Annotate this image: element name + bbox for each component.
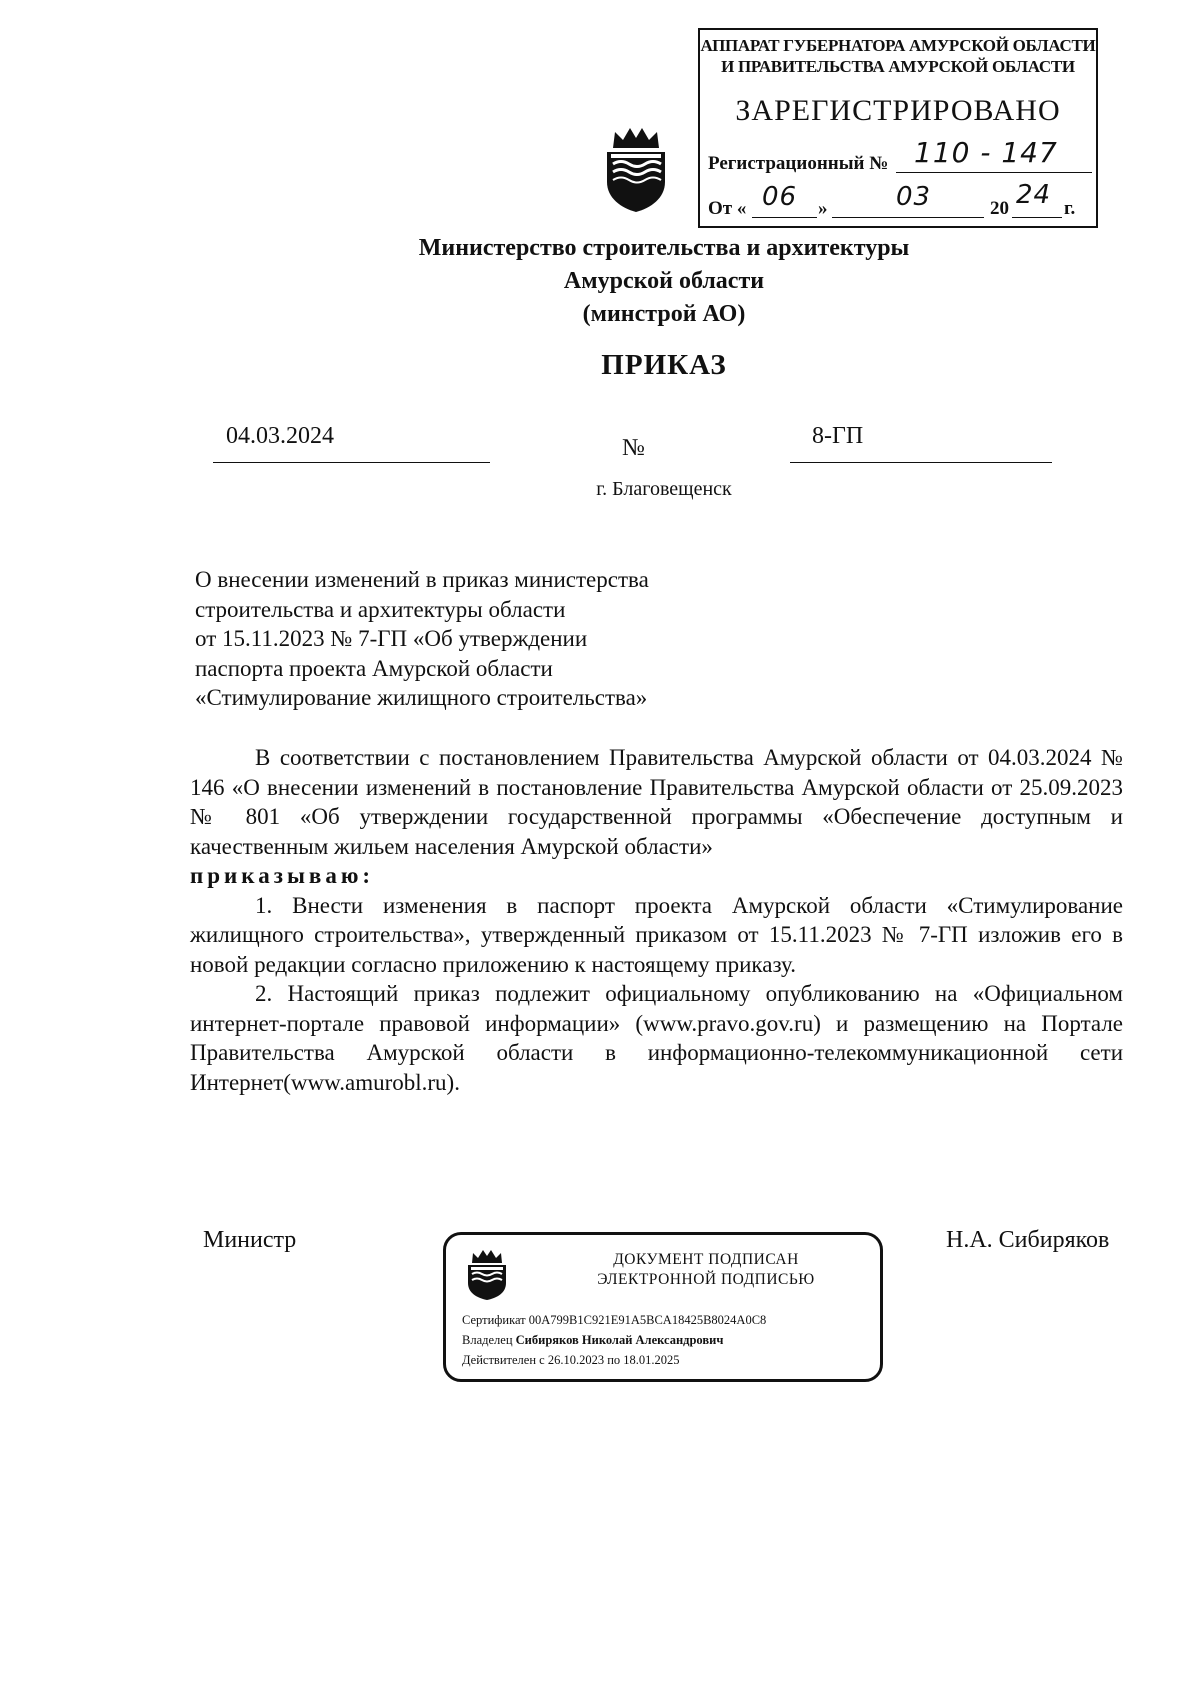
date-underline <box>213 462 490 463</box>
signer-title: Министр <box>203 1227 297 1253</box>
stamp-org-line2: И ПРАВИТЕЛЬСТВА АМУРСКОЙ ОБЛАСТИ <box>721 57 1075 76</box>
esig-cert-value: 00A799B1C921E91A5BCA18425B8024A0C8 <box>528 1313 767 1327</box>
subject-line: паспорта проекта Амурской области <box>195 655 553 681</box>
number-underline <box>790 462 1052 463</box>
stamp-day-close: » <box>818 198 828 219</box>
stamp-reg-label: Регистрационный № <box>708 153 889 174</box>
order-item-2: 2. Настоящий приказ подлежит официальному опубликованию на «Официальном интернет-портале правовой информации» (www.pravo.gov.ru) и размещению на Портале Правительства Амурской области в информационно-телекоммуникационной сети Интернет(www.amurobl.ru). <box>190 981 1123 1095</box>
esig-owner-label: Владелец <box>462 1333 513 1347</box>
document-date: 04.03.2024 <box>226 423 334 449</box>
stamp-year-prefix: 20 <box>990 198 1009 219</box>
esig-cert-label: Сертификат <box>462 1313 526 1327</box>
stamp-from-label: От « <box>708 198 747 219</box>
signer-name: Н.А. Сибиряков <box>946 1227 1110 1253</box>
document-number: 8-ГП <box>812 423 864 449</box>
stamp-day: 06 <box>762 182 798 212</box>
ministry-line1: Министерство строительства и архитектуры <box>418 235 910 261</box>
electronic-signature-stamp <box>443 1232 883 1382</box>
ministry-header <box>144 232 1184 331</box>
esig-certificate <box>462 1313 766 1328</box>
order-item-1: 1. Внести изменения в паспорт проекта Амурской области «Стимулирование жилищного строительства», утвержденный приказом от 15.11.2023 № 7-ГП изложив его в новой редакции согласно приложению к настоящему приказу. <box>190 892 1123 977</box>
esig-validity <box>462 1353 680 1368</box>
stamp-title: ЗАРЕГИСТРИРОВАНО <box>735 94 1061 127</box>
esig-header <box>556 1250 856 1290</box>
esig-valid-to: 18.01.2025 <box>623 1353 680 1367</box>
esig-valid-to-label: по <box>607 1353 621 1367</box>
stamp-reg-number: 110 - 147 <box>914 136 1058 169</box>
subject-line: от 15.11.2023 № 7-ГП «Об утверждении <box>195 626 588 651</box>
stamp-reg-underline <box>896 172 1092 173</box>
esig-header-line2: ЭЛЕКТРОННОЙ ПОДПИСЬЮ <box>597 1271 815 1288</box>
stamp-month-underline <box>832 217 984 218</box>
subject-line: строительства и архитектуры области <box>195 596 566 622</box>
stamp-month: 03 <box>896 182 932 212</box>
subject-line: «Стимулирование жилищного строительства» <box>195 685 648 710</box>
document-subject <box>195 565 735 713</box>
esig-owner <box>462 1333 723 1348</box>
city: г. Благовещенск <box>596 478 732 500</box>
registration-stamp <box>698 28 1098 228</box>
order-word: приказываю: <box>190 863 375 888</box>
amur-oblast-coat-of-arms-icon <box>601 126 671 214</box>
preamble-paragraph: В соответствии с постановлением Правительства Амурской области от 04.03.2024 № 146 «О внесении изменений в постановление Правительства Амурской области от 25.09.2023 № 801 «Об утверждении государственной программы «Обеспечение доступным и качественным жильем населения Амурской области» <box>190 745 1123 859</box>
stamp-year-unit: г. <box>1064 198 1076 219</box>
ministry-line2: Амурской области <box>563 268 765 294</box>
esig-header-line1: ДОКУМЕНТ ПОДПИСАН <box>613 1251 799 1268</box>
document-body <box>190 743 1123 1097</box>
stamp-day-underline <box>752 217 817 218</box>
esig-valid-label: Действителен с <box>462 1353 545 1367</box>
amur-oblast-coat-of-arms-icon <box>464 1249 510 1301</box>
ministry-line3: (минстрой АО) <box>582 301 746 327</box>
esig-valid-from: 26.10.2023 <box>547 1353 605 1367</box>
number-sign: № <box>622 435 645 461</box>
stamp-org-line1: АППАРАТ ГУБЕРНАТОРА АМУРСКОЙ ОБЛАСТИ <box>700 36 1096 55</box>
stamp-year-underline <box>1012 217 1062 218</box>
stamp-year-suffix: 24 <box>1016 180 1052 210</box>
esig-owner-value: Сибиряков Николай Александрович <box>515 1333 724 1347</box>
subject-line: О внесении изменений в приказ министерства <box>195 567 649 592</box>
document-type: ПРИКАЗ <box>601 349 727 381</box>
